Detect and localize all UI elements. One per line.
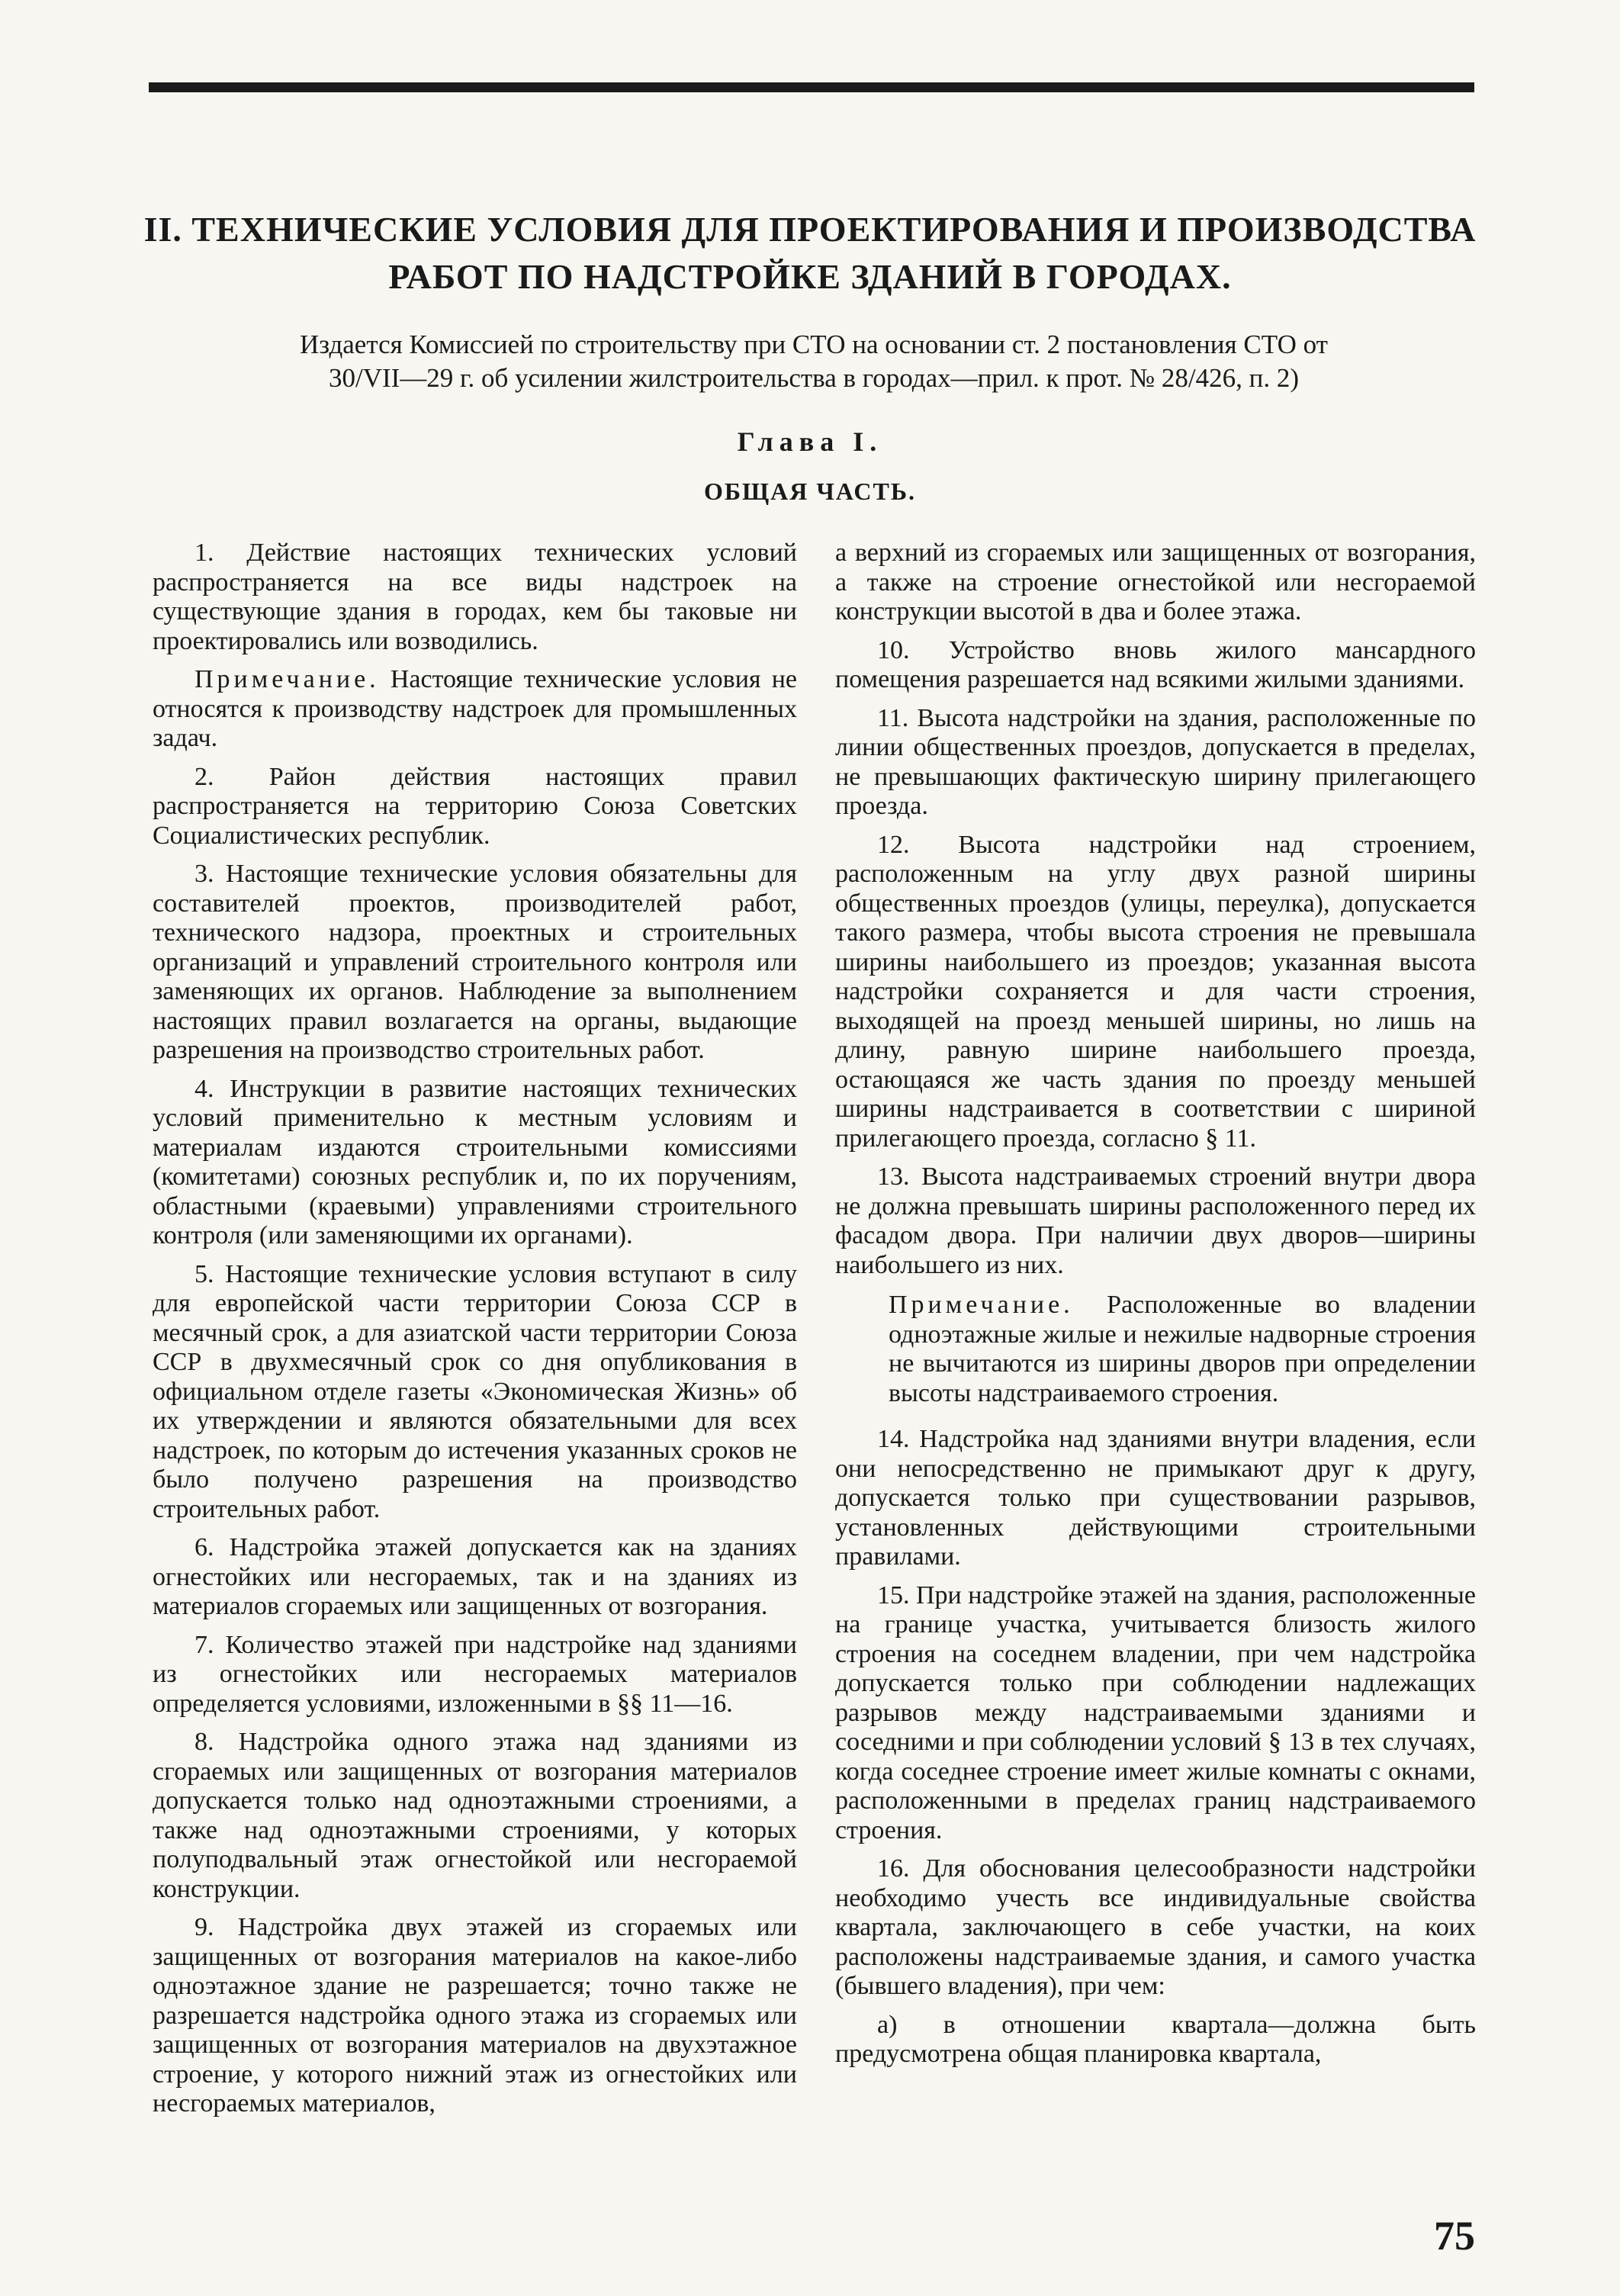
- note-1: [153, 665, 797, 754]
- paragraph-15: 15. При надстройке этажей на здания, расположенные на границе участка, учитывается близость жилого строения на соседнем владении, при чем надстройка допускается только при соблюдении надлежащих разрывов между надстраиваемыми зданиями и соседними и при соблюдении условий § 13 в тех случаях, когда соседнее строение имеет жилые комнаты с окнами, расположенными в пределах границ надстраиваемого строения.: [835, 1581, 1476, 1844]
- note-1-text: Настоящие технические условия не относятся к производству надстроек для промышленных задач.: [153, 665, 797, 752]
- paragraph-1: 1. Действие настоящих технических условий распространяется на все виды надстроек на существующие здания в городах, кем бы таковые ни проектировались или возводились.: [153, 539, 797, 655]
- section-heading: ОБЩАЯ ЧАСТЬ.: [703, 478, 916, 505]
- note-2-label: Примечание.: [889, 1291, 1074, 1319]
- chapter-heading: Глава I.: [737, 426, 883, 457]
- note-2: [889, 1291, 1476, 1408]
- top-rule: [149, 82, 1474, 92]
- paragraph-10: 10. Устройство вновь жилого мансардного помещения разрешается над всякими жилыми зданиями.: [835, 635, 1476, 693]
- paragraph-2: 2. Район действия настоящих правил распространяется на территорию Союза Советских Социалистических республик.: [153, 762, 797, 850]
- left-column: [153, 539, 797, 2128]
- paragraph-8: 8. Надстройка одного этажа над зданиями из сгораемых или защищенных от возгорания материалов допускается только над одноэтажными строениями, а также над одноэтажными строениями, у которых полуподвальный этаж огнестойкой или несгораемой конструкции.: [153, 1728, 797, 1903]
- subtitle: [153, 328, 1475, 395]
- paragraph-4: 4. Инструкции в развитие настоящих технических условий применительно к местным условиям и материалам издаются строительными комиссиями (комитетами) союзных республик и, по их поручениям, областными (краевыми) управлениями строительного контроля (или заменяющими их органами).: [153, 1074, 797, 1249]
- title-line-2: РАБОТ ПО НАДСТРОЙКЕ ЗДАНИЙ В ГОРОДАХ.: [388, 257, 1232, 296]
- note-2-text: Расположенные во владении одноэтажные жилые и нежилые надворные строения не вычитаются из ширины дворов при определении высоты надстраиваемого строения.: [889, 1291, 1476, 1407]
- paragraph-12: 12. Высота надстройки над строением, расположенным на углу двух разной ширины общественных проездов (улицы, переулка), допускается такого размера, чтобы высота строения не превышала ширины наибольшего из проездов; указанная высота надстройки сохраняется и для части строения, выходящей на проезд меньшей ширины, но лишь на длину, равную ширине наибольшего проезда, остающаяся же часть здания по проезду меньшей ширины надстраивается в соответствии с шириной прилегающего проезда, согласно § 11.: [835, 830, 1476, 1153]
- title-line-1: II. ТЕХНИЧЕСКИЕ УСЛОВИЯ ДЛЯ ПРОЕКТИРОВАНИЯ И ПРОИЗВОДСТВА: [143, 210, 1477, 249]
- paragraph-16a: а) в отношении квартала—должна быть предусмотрена общая планировка квартала,: [835, 2010, 1476, 2068]
- paragraph-14: 14. Надстройка над зданиями внутри владения, если они непосредственно не примыкают друг к другу, допускается только при существовании разрывов, установленных действующими строительными правилами.: [835, 1425, 1476, 1571]
- paragraph-7: 7. Количество этажей при надстройке над зданиями из огнестойких или несгораемых материалов определяется условиями, изложенными в §§ 11—16.: [153, 1630, 797, 1718]
- paragraph-6: 6. Надстройка этажей допускается как на зданиях огнестойких или несгораемых, так и на зданиях из материалов сгораемых или защищенных от возгорания.: [153, 1533, 797, 1620]
- note-1-label: Примечание.: [194, 665, 380, 693]
- subtitle-line-1: Издается Комиссией по строительству при СТО на основании ст. 2 постановления СТО от: [300, 330, 1328, 359]
- subtitle-line-2: 30/VII—29 г. об усилении жилстроительства в городах—прил. к прот. № 28/426, п. 2): [329, 363, 1299, 393]
- paragraph-9: 9. Надстройка двух этажей из сгораемых или защищенных от возгорания материалов на какое-либо одноэтажное здание не разрешается; точно также не разрешается надстройка одного этажа из сгораемых или защищенных от возгорания материалов на двухэтажное строение, у которого нижний этаж из огнестойких или несгораемых материалов,: [153, 1913, 797, 2118]
- paragraph-3: 3. Настоящие технические условия обязательны для составителей проектов, производителей работ, технического надзора, проектных и строительных организаций и управлений строительного контроля или заменяющих их органов. Наблюдение за выполнением настоящих правил возлагается на органы, выдающие разрешения на производство строительных работ.: [153, 860, 797, 1064]
- paragraph-16: 16. Для обоснования целесообразности надстройки необходимо учесть все индивидуальные свойства квартала, заключающего в себе участки, на коих расположены надстраиваемые здания, и самого участка (бывшего владения), при чем:: [835, 1854, 1476, 2000]
- page-title: [137, 206, 1483, 301]
- paragraph-13: 13. Высота надстраиваемых строений внутри двора не должна превышать ширины расположенного перед их фасадом двора. При наличии двух дворов—ширины наибольшего из них.: [835, 1162, 1476, 1279]
- right-column: [835, 539, 1476, 2079]
- paragraph-11: 11. Высота надстройки на здания, расположенные по линии общественных проездов, допускается в пределах, не превышающих фактическую ширину прилегающего проезда.: [835, 703, 1476, 820]
- paragraph-9-continued: а верхний из сгораемых или защищенных от возгорания, а также на строение огнестойкой или несгораемой конструкции высотой в два и более этажа.: [835, 539, 1476, 625]
- page-number: 75: [1434, 2213, 1475, 2259]
- paragraph-5: 5. Настоящие технические условия вступают в силу для европейской части территории Союза ССР в месячный срок, а для азиатской части территории Союза ССР в двухмесячный срок со дня опубликования в официальном отделе газеты «Экономическая Жизнь» об их утверждении и являются обязательными для всех надстроек, по которым до истечения указанных сроков не было получено разрешения на производство строительных работ.: [153, 1259, 797, 1523]
